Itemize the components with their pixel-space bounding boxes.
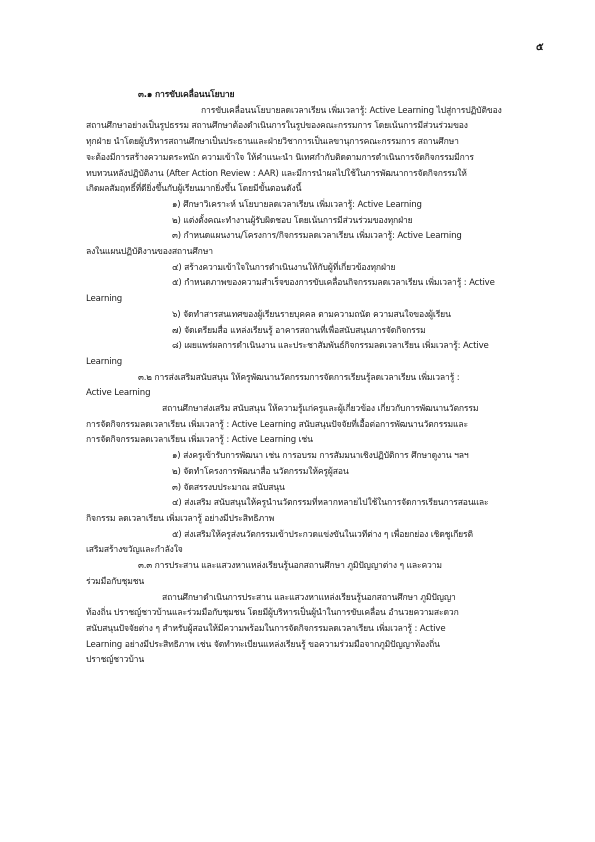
- text-line: ๒) จัดทำโครงการพัฒนาสื่อ นวัตกรรมให้ครูผู้สอน: [172, 466, 349, 477]
- text-line: ทบทวนหลังปฏิบัติงาน (After Action Review : AAR) และมีการนำผลไปใช้ในการพัฒนาการจัดกิจกรรมให้: [86, 168, 467, 179]
- text-line: ๔) สร้างความเข้าใจในการดำเนินงานให้กับผู้ที่เกี่ยวข้องทุกฝ่าย: [172, 262, 396, 273]
- text-line: Learning: [86, 356, 123, 367]
- text-line: สนับสนุนปัจจัยต่าง ๆ สำหรับผู้สอนให้มีความพร้อมในการจัดกิจกรรมลดเวลาเรียน เพิ่มเวลารู้ : Active: [86, 623, 446, 634]
- text-line: ๒) แต่งตั้งคณะทำงานผู้รับผิดชอบ โดยเน้นการมีส่วนร่วมของทุกฝ่าย: [172, 215, 413, 226]
- text-line: ๘) เผยแพร่ผลการดำเนินงาน และประชาสัมพันธ์กิจกรรมลดเวลาเรียน เพิ่มเวลารู้: Active: [172, 341, 489, 352]
- text-line: เสริมสร้างขวัญและกำลังใจ: [86, 545, 183, 556]
- page-number: ๕: [536, 42, 544, 53]
- text-line: ๖) จัดทำสารสนเทศของผู้เรียนรายบุคคล ตามความถนัด ความสนใจของผู้เรียน: [172, 309, 451, 320]
- text-line: ท้องถิ่น ปราชญ์ชาวบ้านและร่วมมือกับชุมชน โดยมีผู้บริหารเป็นผู้นำในการขับเคลื่อน อำนวยความสะดวก: [86, 608, 459, 619]
- text-line: ๓) กำหนดแผนงาน/โครงการ/กิจกรรมลดเวลาเรียน เพิ่มเวลารู้: Active Learning: [172, 231, 462, 242]
- text-line: ๓.๑ การขับเคลื่อนนโยบาย: [138, 90, 235, 100]
- text-line: ลงในแผนปฏิบัติงานของสถานศึกษา: [86, 247, 213, 258]
- text-line: ๑) ส่งครูเข้ารับการพัฒนา เช่น การอบรม การสัมมนาเชิงปฏิบัติการ ศึกษาดูงาน ฯลฯ: [172, 451, 469, 462]
- text-line: การขับเคลื่อนนโยบายลดเวลาเรียน เพิ่มเวลารู้: Active Learning ไปสู่การปฏิบัติของ: [201, 105, 502, 116]
- text-line: เกิดผลสัมฤทธิ์ที่ดียิ่งขึ้นกับผู้เรียนมากยิ่งขึ้น โดยมีขั้นตอนดังนี้: [86, 184, 302, 195]
- text-line: ปราชญ์ชาวบ้าน: [86, 655, 145, 666]
- text-line: สถานศึกษาอย่างเป็นรูปธรรม สถานศึกษาต้องดำเนินการในรูปของคณะกรรมการ โดยเน้นการมีส่วนร่วมของ: [86, 121, 468, 132]
- text-line: ๔) ส่งเสริม สนับสนุนให้ครูนำนวัตกรรมที่หลากหลายไปใช้ในการจัดการเรียนการสอนและ: [172, 498, 489, 509]
- text-line: ทุกฝ่าย นำโดยผู้บริหารสถานศึกษาเป็นประธานและฝ่ายวิชาการเป็นเลขานุการคณะกรรมการ สถานศึกษา: [86, 137, 459, 148]
- text-line: ๓) จัดสรรงบประมาณ สนับสนุน: [172, 482, 285, 493]
- text-line: สถานศึกษาส่งเสริม สนับสนุน ให้ความรู้แก่ครูและผู้เกี่ยวข้อง เกี่ยวกับการพัฒนานวัตกรรม: [162, 404, 479, 415]
- text-line: ๕) ส่งเสริมให้ครูส่งนวัตกรรมเข้าประกวดแข่งขันในเวทีต่าง ๆ เพื่อยกย่อง เชิดชูเกียรติ: [172, 529, 473, 540]
- text-line: สถานศึกษาดำเนินการประสาน และแสวงหาแหล่งเรียนรู้นอกสถานศึกษา ภูมิปัญญา: [162, 592, 456, 603]
- text-line: ๕) กำหนดภาพของความสำเร็จของการขับเคลื่อนกิจกรรมลดเวลาเรียน เพิ่มเวลารู้ : Active: [172, 278, 495, 289]
- text-line: การจัดกิจกรรมลดเวลาเรียน เพิ่มเวลารู้ : Active Learning เช่น: [86, 435, 313, 446]
- text-line: Active Learning: [86, 388, 151, 399]
- text-line: ๓.๒ การส่งเสริมสนับสนุน ให้ครูพัฒนานวัตกรรมการจัดการเรียนรู้ลดเวลาเรียน เพิ่มเวลารู้ :: [138, 372, 460, 383]
- text-line: ร่วมมือกับชุมชน: [86, 576, 145, 587]
- text-line: ๑) ศึกษาวิเคราะห์ นโยบายลดเวลาเรียน เพิ่มเวลารู้: Active Learning: [172, 199, 422, 210]
- text-line: Learning อย่างมีประสิทธิภาพ เช่น จัดทำทะเบียนแหล่งเรียนรู้ ขอความร่วมมือจากภูมิปัญญาท้องถิ่น: [86, 639, 440, 650]
- text-line: กิจกรรม ลดเวลาเรียน เพิ่มเวลารู้ อย่างมีประสิทธิภาพ: [86, 513, 275, 524]
- text-line: ๗) จัดเตรียมสื่อ แหล่งเรียนรู้ อาคารสถานที่เพื่อสนับสนุนการจัดกิจกรรม: [172, 325, 426, 336]
- text-line: จะต้องมีการสร้างความตระหนัก ความเข้าใจ ให้คำแนะนำ นิเทศกำกับติดตามการดำเนินการจัดกิจกรรมมีการ: [86, 152, 474, 163]
- body-text: [86, 88, 514, 669]
- text-line: Learning: [86, 294, 123, 305]
- text-line: ๓.๓ การประสาน และแสวงหาแหล่งเรียนรู้นอกสถานศึกษา ภูมิปัญญาต่าง ๆ และความ: [138, 561, 442, 572]
- text-line: การจัดกิจกรรมลดเวลาเรียน เพิ่มเวลารู้ : Active Learning สนับสนุนปัจจัยที่เอื้อต่อการพัฒนานวัตกรรมและ: [86, 419, 469, 430]
